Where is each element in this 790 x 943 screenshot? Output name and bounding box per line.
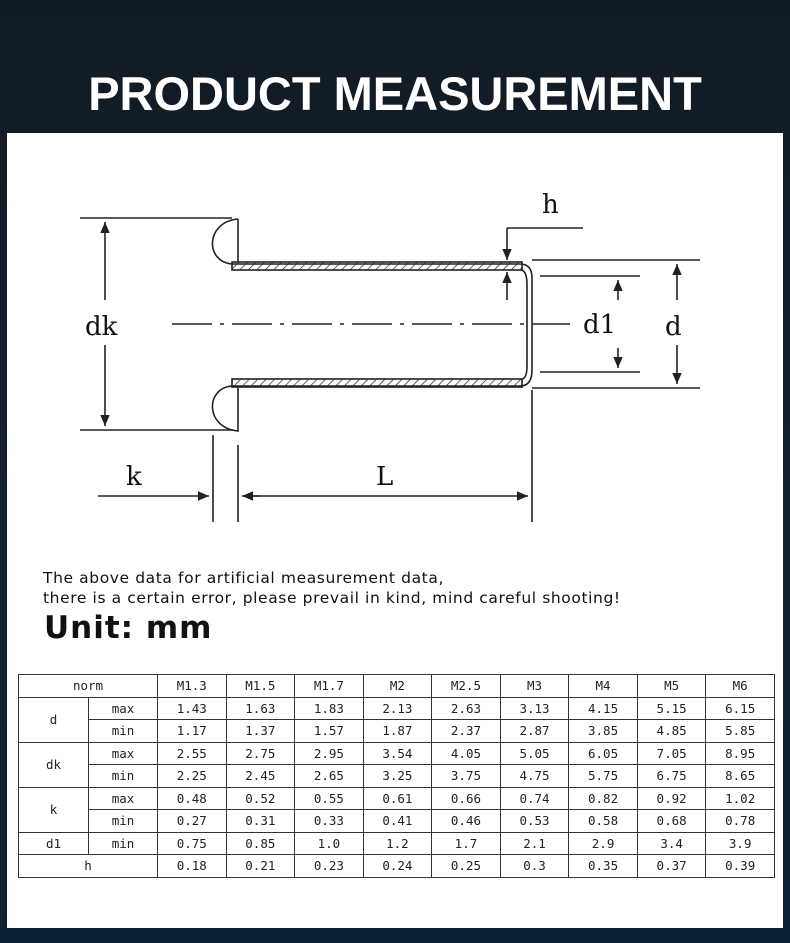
- value-cell: 0.48: [158, 787, 227, 810]
- value-cell: 2.95: [295, 742, 364, 765]
- value-cell: 0.33: [295, 810, 364, 833]
- value-cell: 2.75: [226, 742, 295, 765]
- value-cell: 2.45: [226, 765, 295, 788]
- measurement-note: [43, 568, 621, 608]
- param-cell: dk: [19, 742, 89, 787]
- value-cell: 0.39: [706, 855, 775, 878]
- value-cell: 3.54: [363, 742, 432, 765]
- label-h: h: [542, 190, 559, 220]
- value-cell: 4.85: [637, 720, 706, 743]
- table-row: [19, 787, 775, 810]
- value-cell: 1.57: [295, 720, 364, 743]
- value-cell: 0.61: [363, 787, 432, 810]
- value-cell: 2.65: [295, 765, 364, 788]
- value-cell: 8.95: [706, 742, 775, 765]
- note-line-2: there is a certain error, please prevail in kind, mind careful shooting!: [43, 589, 621, 607]
- value-cell: 1.2: [363, 832, 432, 855]
- value-cell: 2.13: [363, 697, 432, 720]
- size-header: M2.5: [432, 675, 501, 698]
- size-header: M3: [500, 675, 569, 698]
- value-cell: 3.4: [637, 832, 706, 855]
- value-cell: 0.37: [637, 855, 706, 878]
- table-row: [19, 855, 775, 878]
- value-cell: 3.25: [363, 765, 432, 788]
- value-cell: 5.05: [500, 742, 569, 765]
- value-cell: 4.05: [432, 742, 501, 765]
- value-cell: 5.85: [706, 720, 775, 743]
- value-cell: 0.18: [158, 855, 227, 878]
- size-header: M1.5: [226, 675, 295, 698]
- value-cell: 2.1: [500, 832, 569, 855]
- value-cell: 6.75: [637, 765, 706, 788]
- value-cell: 1.43: [158, 697, 227, 720]
- page-title: PRODUCT MEASUREMENT: [88, 67, 702, 120]
- value-cell: 3.75: [432, 765, 501, 788]
- table-row: [19, 765, 775, 788]
- size-header: M4: [569, 675, 638, 698]
- limit-cell: max: [89, 697, 158, 720]
- value-cell: 4.75: [500, 765, 569, 788]
- value-cell: 0.74: [500, 787, 569, 810]
- value-cell: 0.55: [295, 787, 364, 810]
- value-cell: 0.66: [432, 787, 501, 810]
- value-cell: 1.0: [295, 832, 364, 855]
- value-cell: 0.21: [226, 855, 295, 878]
- value-cell: 3.85: [569, 720, 638, 743]
- value-cell: 4.15: [569, 697, 638, 720]
- header-row: [19, 675, 775, 698]
- value-cell: 1.83: [295, 697, 364, 720]
- value-cell: 1.17: [158, 720, 227, 743]
- limit-cell: max: [89, 787, 158, 810]
- value-cell: 0.78: [706, 810, 775, 833]
- value-cell: 1.37: [226, 720, 295, 743]
- value-cell: 1.02: [706, 787, 775, 810]
- value-cell: 1.63: [226, 697, 295, 720]
- table-row: [19, 742, 775, 765]
- value-cell: 0.23: [295, 855, 364, 878]
- value-cell: 2.63: [432, 697, 501, 720]
- value-cell: 6.15: [706, 697, 775, 720]
- limit-cell: min: [89, 720, 158, 743]
- dimension-table: [18, 674, 775, 878]
- size-header: M6: [706, 675, 775, 698]
- label-dk: dk: [85, 312, 118, 342]
- value-cell: 0.25: [432, 855, 501, 878]
- size-header: M5: [637, 675, 706, 698]
- value-cell: 0.27: [158, 810, 227, 833]
- value-cell: 0.41: [363, 810, 432, 833]
- value-cell: 8.65: [706, 765, 775, 788]
- table-row: [19, 697, 775, 720]
- value-cell: 5.15: [637, 697, 706, 720]
- label-d: d: [665, 312, 682, 342]
- value-cell: 0.68: [637, 810, 706, 833]
- value-cell: 0.3: [500, 855, 569, 878]
- limit-cell: min: [89, 810, 158, 833]
- unit-label: Unit: mm: [44, 610, 213, 646]
- size-header: M1.7: [295, 675, 364, 698]
- limit-cell: max: [89, 742, 158, 765]
- value-cell: 0.75: [158, 832, 227, 855]
- size-header: M1.3: [158, 675, 227, 698]
- value-cell: 6.05: [569, 742, 638, 765]
- value-cell: 2.9: [569, 832, 638, 855]
- value-cell: 0.46: [432, 810, 501, 833]
- table-row: [19, 720, 775, 743]
- note-line-1: The above data for artificial measurement data,: [43, 569, 444, 587]
- param-cell: d1: [19, 832, 89, 855]
- size-header: M2: [363, 675, 432, 698]
- limit-cell: min: [89, 832, 158, 855]
- table-row: [19, 810, 775, 833]
- param-cell: k: [19, 787, 89, 832]
- value-cell: 5.75: [569, 765, 638, 788]
- value-cell: 0.52: [226, 787, 295, 810]
- value-cell: 0.53: [500, 810, 569, 833]
- value-cell: 2.37: [432, 720, 501, 743]
- param-cell: h: [19, 855, 158, 878]
- value-cell: 0.35: [569, 855, 638, 878]
- value-cell: 0.58: [569, 810, 638, 833]
- value-cell: 0.85: [226, 832, 295, 855]
- value-cell: 2.87: [500, 720, 569, 743]
- value-cell: 2.55: [158, 742, 227, 765]
- value-cell: 2.25: [158, 765, 227, 788]
- table-row: [19, 832, 775, 855]
- label-d1: d1: [583, 310, 617, 340]
- label-k: k: [126, 462, 142, 492]
- value-cell: 1.7: [432, 832, 501, 855]
- value-cell: 0.92: [637, 787, 706, 810]
- value-cell: 3.9: [706, 832, 775, 855]
- value-cell: 0.82: [569, 787, 638, 810]
- value-cell: 0.31: [226, 810, 295, 833]
- value-cell: 7.05: [637, 742, 706, 765]
- norm-header: norm: [19, 675, 158, 698]
- label-L: L: [376, 462, 394, 492]
- param-cell: d: [19, 697, 89, 742]
- limit-cell: min: [89, 765, 158, 788]
- value-cell: 1.87: [363, 720, 432, 743]
- value-cell: 0.24: [363, 855, 432, 878]
- value-cell: 3.13: [500, 697, 569, 720]
